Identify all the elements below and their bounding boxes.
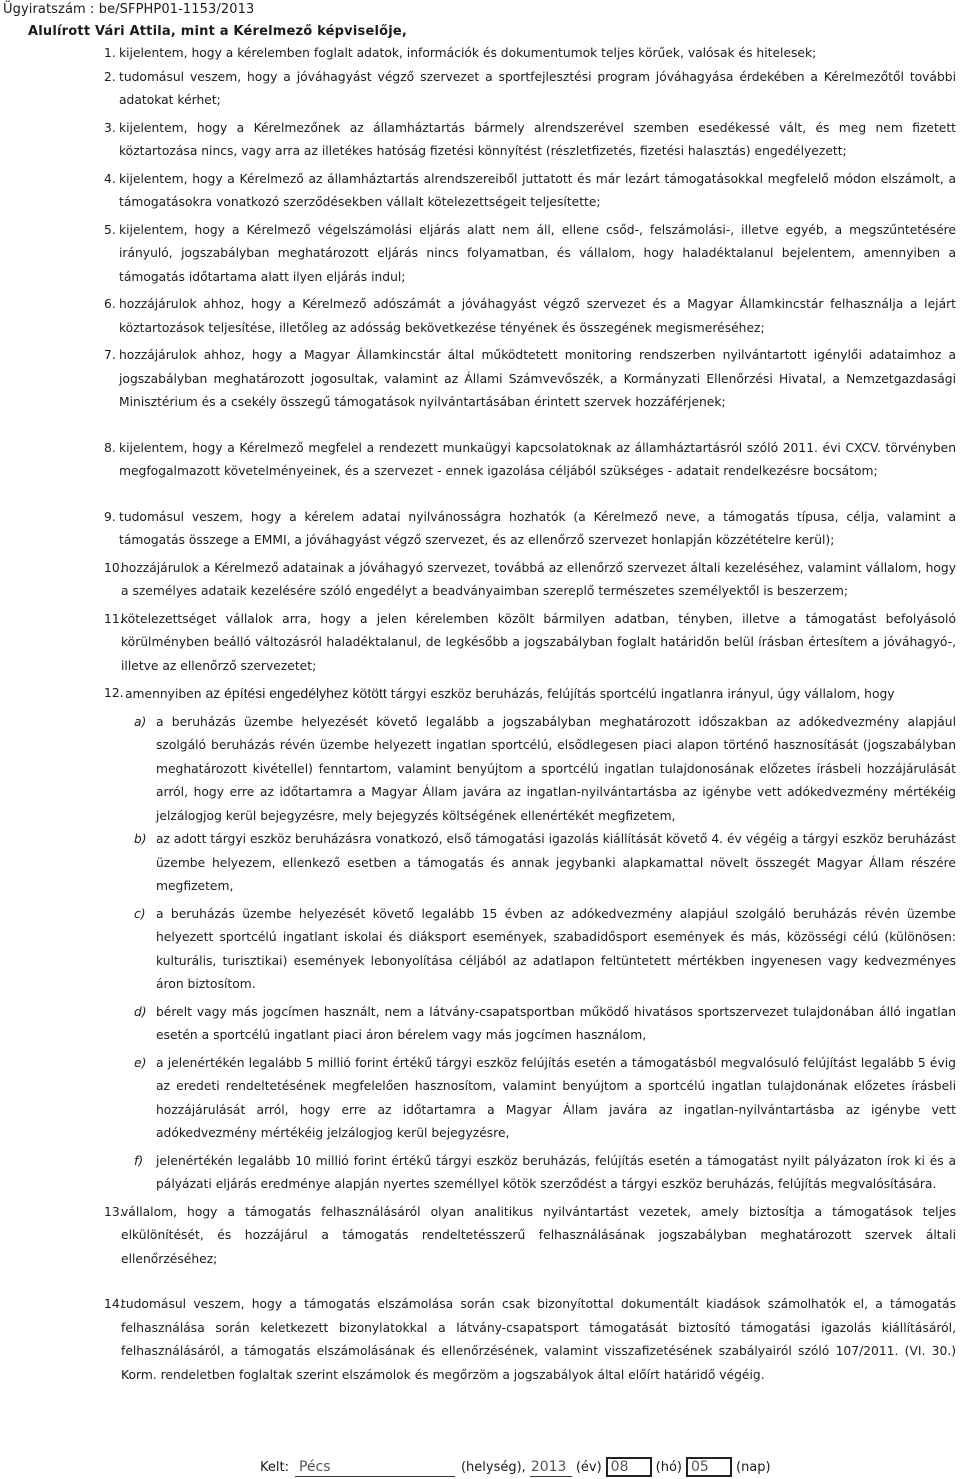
list-item	[104, 608, 956, 679]
declaration-list	[104, 42, 956, 1387]
document-id: Ügyiratszám : be/SFPHP01-1153/2013	[3, 2, 255, 17]
sub-letter: a)	[134, 714, 147, 729]
sub-item-f	[134, 1150, 956, 1197]
list-item	[104, 168, 956, 215]
year-field[interactable]: 2013	[530, 1458, 572, 1477]
list-item	[104, 1293, 956, 1387]
place-field[interactable]: Pécs	[295, 1458, 455, 1477]
list-item	[104, 293, 956, 340]
sub-letter: e)	[134, 1055, 147, 1070]
list-item	[104, 344, 956, 415]
item-number: 7.	[104, 348, 116, 362]
sub-text: jelenértékén legalább 10 millió forint értékű tárgyi eszköz beruházás, felújítás esetén a támogatást nyilt pályázaton írok ki és a pályázati eljárás eredménye alapján nyertes személlyel kötök szerződést a tárgyi eszköz beruházás, felújítás megvalósítására.	[156, 1153, 956, 1191]
sub-letter: b)	[134, 832, 147, 846]
item-number: 11.	[104, 611, 124, 626]
item-text: kötelezettséget vállalok arra, hogy a jelen kérelemben közölt bármilyen adatban, tényben, illetve a támogatást befolyásoló körülményben beálló változásról haladéktalanul, de legkésőbb a jogszabályban foglalt határidőn belül írásban értesítem a jóváhagyó-, illetve az ellenőrző szervezetet;	[121, 611, 956, 673]
item-text: tudomásul veszem, hogy a kérelem adatai nyilvánosságra hozhatók (a Kérelmező neve, a támogatás típusa, célja, valamint a támogatás összege a EMMI, a jóváhagyást végző szervezet, és az ellenőrző szervezet honlapján közzétételre kerül);	[119, 509, 956, 547]
list-item	[104, 1201, 956, 1272]
sub-letter: f)	[134, 1153, 144, 1168]
signer-statement: Alulírott Vári Attila, mint a Kérelmező képviselője,	[28, 24, 408, 39]
item-number: 9.	[104, 509, 116, 524]
item-number: 6.	[104, 297, 116, 311]
sub-letter: c)	[134, 906, 146, 921]
list-item	[104, 219, 956, 290]
sub-text: az adott tárgyi eszköz beruházásra vonatkozó, első támogatási igazolás kiállítását követő 4. év végéig a tárgyi eszköz beruházást üzembe helyezem, ellenkező esetben a támogatás és annak jegybanki alapkamattal növelt összegét Magyar Állam részére megfizetem,	[156, 832, 956, 893]
item-12-highlight: az építési engedélyhez kötött	[205, 685, 387, 701]
item-text: hozzájárulok ahhoz, hogy a Magyar Államkincstár által működtetett monitoring rendszerben nyilvántartott igénylői adataimhoz a jogszabályban meghatározott jogosultak, valamint az Állami Számvevőszék, a Kormányzati Ellenőrzési Hivatal, a Nemzetgazdasági Minisztérium és a csekély összegű támogatások nyilvántartásában érintett szervek hozzáférjenek;	[119, 348, 956, 409]
sub-item-c	[134, 903, 956, 997]
item-text: kijelentem, hogy a Kérelmező végelszámolási eljárás alatt nem áll, ellene csőd-, felszámolási-, illetve egyéb, a megszűntetésére irányuló, jogszabályban meghatározott eljárás nincs folyamatban, és vállalom, hogy haladéktalanul bejelentem, amennyiben a támogatás időtartama alatt ilyen eljárás indul;	[119, 222, 956, 284]
list-item	[104, 66, 956, 113]
sub-text: a jelenértékén legalább 5 millió forint értékű tárgyi eszköz felújítás esetén a támogatásból megvalósuló felújítást legalább 5 évig az eredeti rendeltetésének megfelelően hasznosítom, valamint benyújtom a sportcélú ingatlan tulajdonának előzetes írásbeli hozzájárulását arról, hogy erre az időtartamra a Magyar Állam javára az ingatlan-nyilvántartásba az igénybe vett adókedvezmény mértékéig jelzálogjog kerül bejegyzésre,	[156, 1055, 956, 1140]
item-text: vállalom, hogy a támogatás felhasználásáról olyan analitikus nyilvántartást vezetek, amely biztosítja a támogatások teljes elkülönítését, és hozzájárul a támogatás rendeltetésszerű felhasználásának jogszabályban meghatározott szervek általi ellenőrzéséhez;	[121, 1204, 956, 1266]
list-item	[104, 117, 956, 164]
item-number: 4.	[104, 171, 116, 186]
item-number: 1.	[104, 46, 116, 60]
item-number: 2.	[104, 69, 116, 84]
list-item	[104, 437, 956, 484]
item-number: 13.	[104, 1204, 124, 1219]
month-field[interactable]: 08	[606, 1457, 652, 1477]
list-item-12	[104, 682, 956, 707]
sub-item-d	[134, 1001, 956, 1048]
sub-letter: d)	[134, 1004, 147, 1019]
item-text: kijelentem, hogy a Kérelmezőnek az államháztartás bármely alrendszerével szemben esedékessé vált, és meg nem fizetett köztartozása nincs, vagy arra az illetékes hatóság fizetési könnyítést (részletfizetés, fizetési halasztás) engedélyezett;	[119, 120, 956, 158]
month-label: (hó)	[655, 1459, 682, 1475]
item-number: 8.	[104, 440, 116, 455]
item-number: 14.	[104, 1297, 124, 1311]
date-place-line	[260, 1455, 771, 1479]
day-field[interactable]: 05	[686, 1457, 732, 1477]
sub-item-e	[134, 1052, 956, 1146]
list-item	[104, 42, 956, 66]
item-number: 3.	[104, 120, 116, 135]
item-number: 10.	[104, 560, 124, 575]
place-label: (helység),	[460, 1459, 526, 1475]
item-text	[104, 682, 956, 707]
item-number: 12.	[104, 686, 124, 700]
sub-item-b	[134, 828, 956, 899]
item-text: kijelentem, hogy a kérelemben foglalt adatok, információk és dokumentumok teljes körűek, valósak és hitelesek;	[119, 46, 817, 60]
day-label: (nap)	[736, 1459, 771, 1475]
kelt-label: Kelt:	[260, 1459, 289, 1475]
item-number: 5.	[104, 222, 116, 237]
list-item	[104, 557, 956, 604]
list-item	[104, 506, 956, 553]
sub-text: bérelt vagy más jogcímen használt, nem a látvány-csapatsportban működő hivatásos sportszervezet tulajdonában álló ingatlan esetén a sportcélú ingatlant piaci áron bérelem vagy más jogcímen használom,	[156, 1004, 956, 1042]
item-text: tudomásul veszem, hogy a támogatás elszámolása során csak bizonyítottal dokumentált kiadások számolhatók el, a támogatás felhasználása során keletkezett bizonylatokkal a látvány-csapatsport támogatását biztosító támogatási igazolás kiállításáról, felhasználásáról, a támogatás elszámolásának és ellenőrzésének, valamint visszafizetésének szabályairól szóló 107/2011. (VI. 30.) Korm. rendeletben foglaltak szerint elszámolok és megőrzöm a jogszabályok által előírt határidő végéig.	[121, 1297, 956, 1382]
sub-text: a beruházás üzembe helyezését követő legalább 15 évben az adókedvezmény alapjául szolgáló beruházás révén üzembe helyezett sportcélú ingatlant iskolai és diáksport események, szabadidősport események és más, közösségi célú (különösen: kulturális, turisztikai) események lebonyolítása céljából az adatlapon feltüntetett mértékben ingyenesen vagy kedvezményes áron biztosítom.	[156, 906, 956, 991]
item-text: hozzájárulok a Kérelmező adatainak a jóváhagyó szervezet, továbbá az ellenőrző szervezet általi kezeléséhez, valamint vállalom, hogy a személyes adataik kezelésére szóló engedélyt a beadványaimban szereplő természetes személyektől is beszerzem;	[121, 560, 956, 598]
item-text: kijelentem, hogy a Kérelmező megfelel a rendezett munkaügyi kapcsolatoknak az államháztartásról szóló 2011. évi CXCV. törvényben megfogalmazott követelményeinek, és a szervezet - ennek igazolása céljából szükséges - adatait rendelkezésre bocsátom;	[119, 440, 956, 478]
sub-item-a	[134, 711, 956, 829]
item-text: hozzájárulok ahhoz, hogy a Kérelmező adószámát a jóváhagyást végző szervezet és a Magyar Államkincstár felhasználja a lejárt köztartozások teljesítése, illetőleg az adósság bekövetkezése tényének és összegének megismeréséhez;	[119, 297, 956, 335]
item-12-pre: amennyiben	[125, 687, 202, 701]
sub-text: a beruházás üzembe helyezését követő legalább a jogszabályban meghatározott időszakban az adókedvezmény alapjául szolgáló beruházás révén üzembe helyezett ingatlan sportcélú, elsődlegesen piaci alapon történő hasznosítását (jogszabályban meghatározott kivétellel) fenntartom, valamint benyújtom a sportcélú ingatlan tulajdonosának előzetes írásbeli hozzájárulását arról, hogy erre az időtartamra a Magyar Állam javára az ingatlan-nyilvántartásba az igénybe vett adókedvezmény mértékéig jelzálogjog kerül bejegyzésre, mely bejegyzés költségének ellenértékét megfizetem,	[156, 714, 956, 823]
item-text: kijelentem, hogy a Kérelmező az államháztartás alrendszereiből juttatott és már lezárt támogatásokkal megfelelő módon elszámolt, a támogatásokra vonatkozó szerződésekben vállalt kötelezettségeit teljesítette;	[119, 171, 956, 209]
year-label: (év)	[575, 1459, 602, 1475]
item-12-post: tárgyi eszköz beruházás, felújítás sportcélú ingatlanra irányul, úgy vállalom, hogy	[390, 687, 895, 701]
item-text: tudomásul veszem, hogy a jóváhagyást végző szervezet a sportfejlesztési program jóváhagyása érdekében a Kérelmezőtől további adatokat kérhet;	[119, 69, 956, 107]
